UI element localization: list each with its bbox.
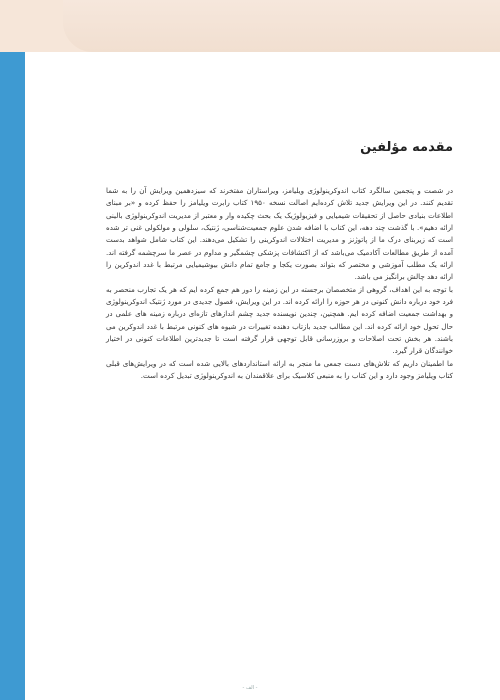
page-content [106, 140, 453, 383]
header-card [63, 0, 500, 52]
paragraph-2: با توجه به این اهداف، گروهی از متخصصان برجسته در این زمینه را دور هم جمع کرده ایم که هر یک تجارب منحصر به فرد خود درباره دانش کنونی در هر حوزه را ارائه کرده اند. در این ویرایش، فصول جدیدی در مورد ژنتیک اندوکرینولوژی و بهداشت جمعیت اضافه کرده ایم. همچنین، چندین نویسنده جدید چشم اندازهای تازه‌ای درباره زمینه های علمی در حال تحول خود ارائه کرده اند. این مطالب جدید بازتاب دهنده تغییرات در شیوه های کنونی مرتبط با غدد اندوکرین می باشند. هر بخش تحت اصلاحات و بروزرسانی قابل توجهی قرار گرفته است تا جدیدترین اطلاعات کنونی در اختیار خوانندگان قرار گیرد. [106, 284, 453, 356]
page-number: - الف - [242, 685, 258, 691]
sidebar-top [0, 0, 25, 52]
sidebar-stripe [0, 52, 25, 700]
paragraph-3: ما اطمینان داریم که تلاش‌های دست جمعی ما منجر به ارائه استانداردهای بالایی شده است که در ویرایش‌های قبلی کتاب ویلیامز وجود دارد و این کتاب را به منبعی کلاسیک برای علاقمندان به اندوکرینولوژی تبدیل کرده است. [106, 358, 453, 381]
page-title: مقدمه مؤلفین [360, 140, 453, 155]
paragraph-1: در شصت و پنجمین سالگرد کتاب اندوکرینولوژی ویلیامز، ویراستاران مفتخرند که سیزدهمین ویرایش آن را به شما تقدیم کنند. در این ویرایش جدید تلاش کرده‌ایم اصالت نسخه ۱۹۵۰ کتاب رابرت ویلیامز را حفظ کرده و «بر مبنای اطلاعات بنیادی حاصل از تحقیقات شیمیایی و فیزیولوژیک یک بحث چکیده وار و معتبر از مدیریت اندوکرینولوژی بالینی ارائه دهیم». با گذشت چند دهه، این کتاب با اضافه شدن علوم جمعیت‌شناسی، ژنتیک، سلولی و مولکولی غنی تر شده است که زیربنای درک ما از پاتوژنز و مدیریت اختلالات اندوکرینی را تشکیل می‌دهند. این کتاب شامل شواهد بدست آمده از طریق مطالعات آکادمیک می‌باشد که از اکتشافات پزشکی چشمگیر و مداوم در عصر ما سرچشمه گرفته اند. ارائه یک مطلب آموزشی و مختصر که بتواند بصورت یکجا و جامع تمام دانش بیوشیمیایی مرتبط با غدد اندوکرین را ارائه دهد چالش برانگیز می باشد. [106, 186, 453, 282]
